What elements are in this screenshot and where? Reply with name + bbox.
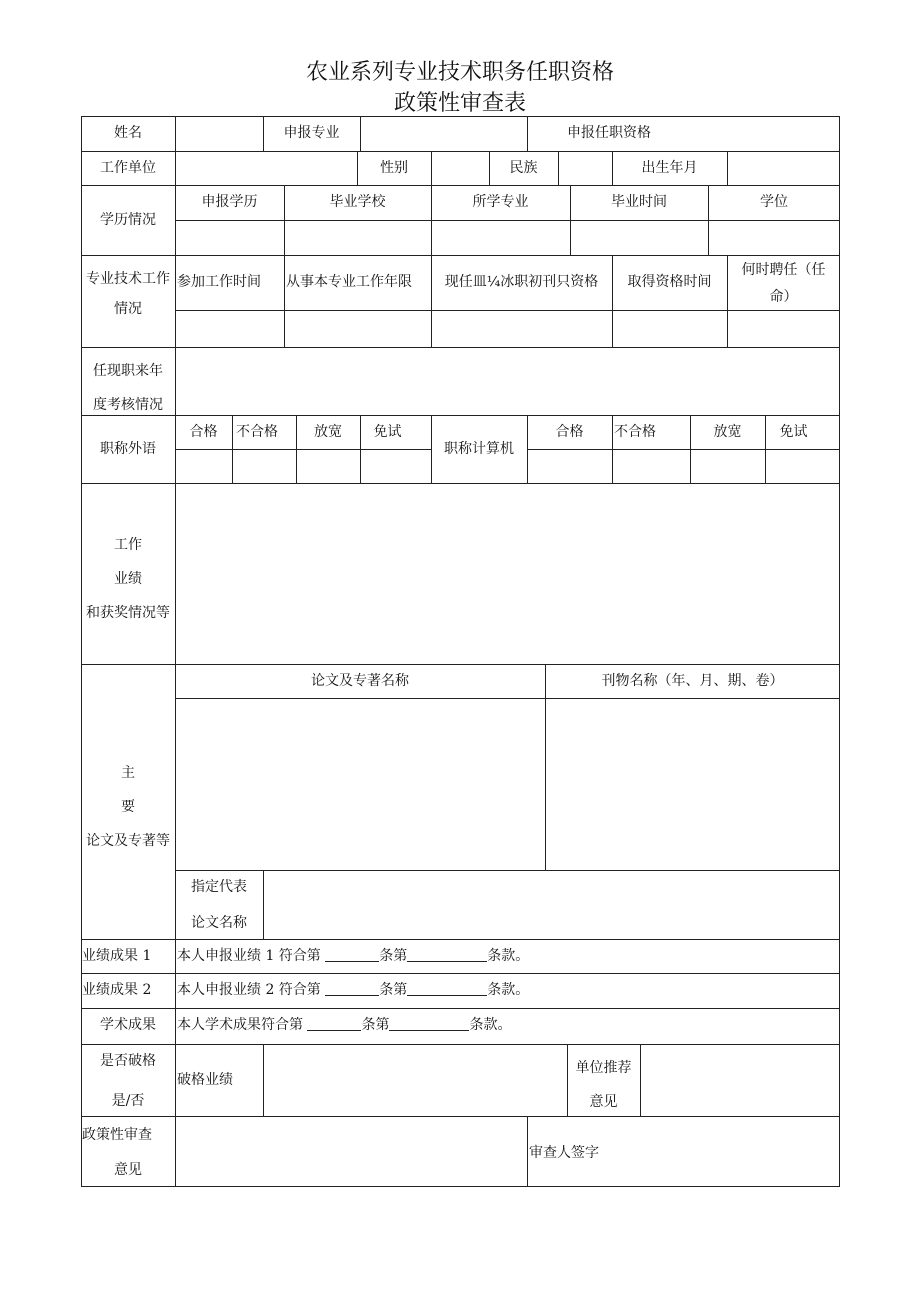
work-header-acquired: 取得资格时间	[627, 274, 712, 290]
result1-label: 业绩成果 1	[82, 948, 152, 964]
gender-label: 性别	[380, 160, 408, 176]
foreign-fail: 不合格	[236, 424, 278, 440]
breakthrough-label-2: 是/否	[111, 1093, 145, 1109]
result1-text: 本人申报业绩 1 符合第 条第 条款。	[177, 948, 530, 964]
qualification-label: 申报任职资格	[567, 125, 651, 141]
education-header-school: 毕业学校	[329, 194, 386, 210]
work-header-appoint-1: 何时聘任（任	[741, 262, 826, 278]
papers-label-1: 主	[121, 765, 135, 781]
academic-label: 学术成果	[100, 1017, 156, 1033]
name-label: 姓名	[114, 125, 142, 141]
foreign-relaxed: 放宽	[314, 424, 342, 440]
computer-pass: 合格	[555, 424, 584, 440]
rep-paper-label-1: 指定代表	[191, 879, 247, 895]
ethnicity-label: 民族	[509, 160, 538, 176]
achievements-label-1: 工作	[114, 537, 142, 553]
papers-label-2: 要	[121, 799, 135, 815]
work-label-1: 专业技术工作	[86, 271, 170, 287]
work-header-start: 参加工作时间	[177, 274, 261, 290]
work-header-appoint-2: 命）	[769, 289, 798, 305]
foreign-exempt: 免试	[373, 424, 402, 440]
review-label-1: 政策性审查	[82, 1127, 152, 1143]
result2-text: 本人申报业绩 2 符合第 条第 条款。	[177, 982, 530, 998]
work-header-current: 现任皿¼冰职初刊只资格	[444, 274, 599, 290]
achievements-label-3: 和获奖情况等	[86, 605, 170, 621]
computer-fail: 不合格	[614, 424, 656, 440]
work-header-years: 从事本专业工作年限	[286, 274, 412, 290]
papers-header-title: 论文及专著名称	[311, 673, 409, 689]
unit-recommend-label-2: 意见	[589, 1094, 618, 1110]
computer-relaxed: 放宽	[713, 424, 742, 440]
education-header-degree: 申报学历	[201, 194, 258, 210]
foreign-language-label: 职称外语	[100, 441, 156, 457]
education-header-major: 所学专业	[472, 194, 529, 210]
papers-header-journal: 刊物名称（年、月、期、卷）	[601, 673, 784, 689]
employer-label: 工作单位	[100, 160, 156, 176]
education-header-bachelor: 学位	[760, 194, 788, 210]
computer-exempt: 免试	[779, 424, 808, 440]
breakthrough-label-1: 是否破格	[100, 1053, 156, 1069]
computer-label: 职称计算机	[444, 441, 514, 457]
breakthrough-performance-label: 破格业绩	[177, 1072, 233, 1088]
academic-text: 本人学术成果符合第 条第 条款。	[177, 1017, 512, 1033]
foreign-pass: 合格	[189, 424, 218, 440]
form-title: 农业系列专业技术职务任职资格	[305, 60, 614, 85]
education-label: 学历情况	[100, 212, 156, 228]
work-label-2: 情况	[114, 301, 142, 317]
achievements-label-2: 业绩	[114, 571, 142, 587]
birth-label: 出生年月	[641, 160, 698, 176]
assessment-label-2: 度考核情况	[93, 397, 163, 413]
review-label-2: 意见	[114, 1162, 142, 1178]
result2-label: 业绩成果 2	[82, 982, 152, 998]
rep-paper-label-2: 论文名称	[191, 915, 247, 931]
unit-recommend-label-1: 单位推荐	[575, 1060, 632, 1076]
major-label: 申报专业	[283, 125, 340, 141]
assessment-label-1: 任现职来年	[93, 363, 163, 379]
papers-label-3: 论文及专著等	[86, 833, 170, 849]
education-header-gradtime: 毕业时间	[611, 194, 667, 210]
reviewer-signature-label: 审查人签字	[529, 1145, 599, 1161]
form-subtitle: 政策性审查表	[393, 91, 526, 116]
